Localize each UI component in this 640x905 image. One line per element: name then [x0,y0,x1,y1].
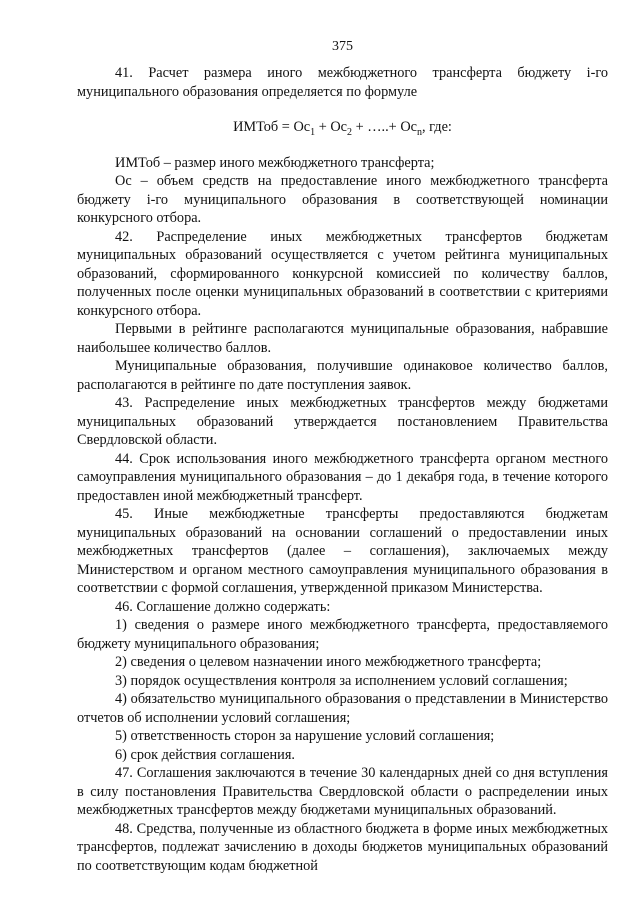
list-item-3: 3) порядок осуществления контроля за исполнением условий соглашения; [115,672,568,689]
paragraph-43: 43. Распределение иных межбюджетных трансфертов между бюджетами муниципальных образований утверждается постановлением Правительства Свердловской области. [77,395,608,448]
formula-plus-2: + …..+ [355,119,397,135]
list-item-5: 5) ответственность сторон за нарушение условий соглашения; [115,728,495,744]
paragraph-45: 45. Иные межбюджетные трансферты предоставляются бюджетам муниципальных образований на основании соглашений о предоставлении иных межбюджетных трансфертов (далее – соглашения), заключаемых между Министерством и органом местного самоуправления муниципального образования в соответствии с формой соглашения, утвержденной приказом Министерства. [77,506,608,596]
formula-term-3: Ос [400,119,417,135]
formula-term-1: Ос [293,119,311,135]
formula-lhs: ИМТоб [233,119,279,135]
paragraph-42: 42. Распределение иных межбюджетных трансфертов бюджетам муниципальных образований осуществляется с учетом рейтинга муниципальных образований, сформированного конкурсной комиссией по количеству баллов, полученных после оценки муниципальных образований в соответствии с критериями конкурсного отбора. [77,228,608,319]
paragraph-44: 44. Срок использования иного межбюджетного трансферта органом местного самоуправления муниципального образования – до 1 декабря года, в течение которого предоставлен иной межбюджетный трансферт. [77,450,608,504]
paragraph-47: 47. Соглашения заключаются в течение 30 календарных дней со дня вступления в силу постановления Правительства Свердловской области о распределении иных межбюджетных трансфертов между бюджетами муниципальных образований. [77,765,608,818]
list-item-4: 4) обязательство муниципального образования о представлении в Министерство отчетов об исполнении условий соглашения; [77,691,608,726]
paragraph-48: 48. Средства, полученные из областного бюджета в форме иных межбюджетных трансфертов, подлежат зачислению в доходы бюджетов муниципальных образований по соответствующим кодам бюджетной [77,820,608,874]
paragraph-rating-equal: Муниципальные образования, получившие одинаковое количество баллов, располагаются в рейтинге по дате поступления заявок. [77,358,608,393]
paragraph-46: 46. Соглашение должно содержать: [115,598,331,615]
definition-imtob: ИМТоб – размер иного межбюджетного трансферта; [115,154,435,171]
definition-os: Ос – объем средств на предоставление иного межбюджетного трансферта бюджету i-го муниципального образования в соответствующей номинации конкурсного отбора. [77,173,608,226]
formula-sub-2: 2 [347,126,353,138]
formula: ИМТоб = $Ос_1 + Ос_2$ + …..+ $Ос_n$, где: [233,119,452,138]
page-number: 375 [332,39,353,54]
formula-sub-3: n [417,126,422,138]
list-item-1: 1) сведения о размере иного межбюджетного трансферта, предоставляемого бюджету муниципального образования; [77,617,608,652]
paragraph-41: 41. Расчет размера иного межбюджетного трансферта бюджету i-го муниципального образования определяется по формуле [77,65,608,100]
formula-sub-1: 1 [310,126,316,138]
list-item-2: 2) сведения о целевом назначении иного межбюджетного трансферта; [115,654,542,670]
paragraph-rating-first: Первыми в рейтинге располагаются муниципальные образования, набравшие наибольшее количество баллов. [77,321,608,356]
formula-tail: , где: [422,119,452,135]
formula-plus-1: + [318,119,327,135]
formula-term-2: Ос [330,119,348,135]
list-item-6: 6) срок действия соглашения. [115,746,295,763]
